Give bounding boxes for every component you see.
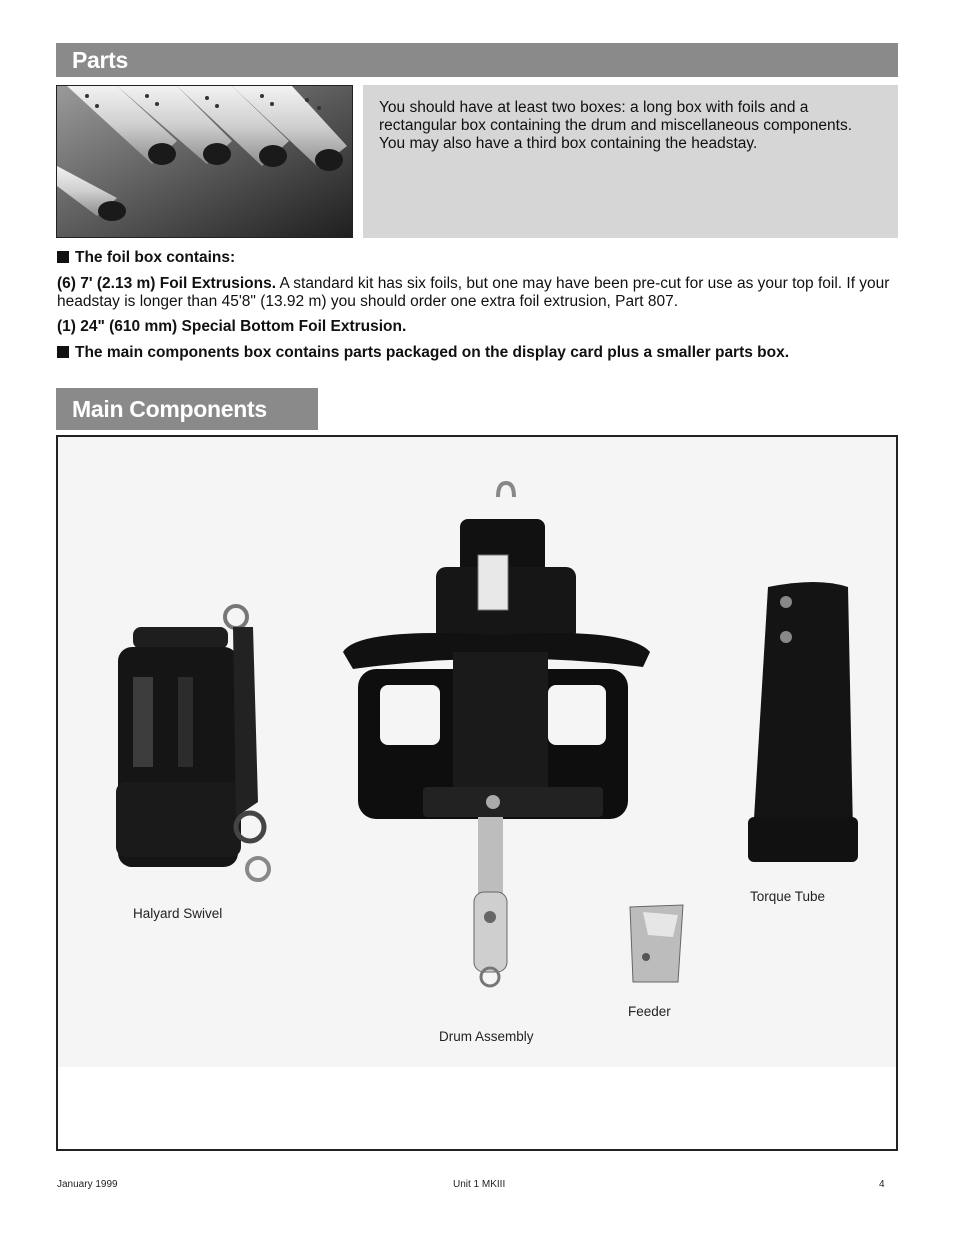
foil-extrusions-photo (56, 85, 353, 238)
foil-box-heading (57, 249, 897, 267)
foil-extrusions-bold: (6) 7' (2.13 m) Foil Extrusions. (57, 275, 277, 292)
label-feeder: Feeder (628, 1004, 671, 1019)
main-box-text: The main components box contains parts packaged on the display card plus a smaller parts box. (75, 344, 790, 361)
label-torque-tube: Torque Tube (750, 889, 826, 904)
parts-intro-box (363, 85, 898, 238)
feeder-image (630, 905, 683, 982)
label-halyard-swivel: Halyard Swivel (133, 906, 223, 921)
parts-section-title (56, 43, 898, 77)
label-drum-assembly: Drum Assembly (439, 1029, 534, 1044)
foil-extrusions-text: A standard kit has six foils, but one may have been pre-cut for use as your top foil. If your headstay is longer than 45'8" (13.92 m) you should order one extra foil extrusion, Part 807. (57, 275, 890, 310)
main-components-box-note (57, 344, 897, 362)
parts-intro-text: You should have at least two boxes: a long box with foils and a rectangular box containing the drum and miscellaneous components. You may also have a third box containing the headstay. (379, 99, 853, 152)
foil-extrusions-item (57, 275, 897, 311)
bottom-foil-text: (1) 24" (610 mm) Special Bottom Foil Extrusion. (57, 318, 407, 335)
foil-box-heading-text: The foil box contains: (75, 249, 236, 266)
halyard-swivel-image (116, 606, 269, 880)
footer-page-number: 4 (879, 1179, 885, 1190)
main-components-photo (56, 435, 898, 1151)
main-components-title-text: Main Components (72, 395, 267, 422)
parts-title-text: Parts (72, 46, 129, 73)
bottom-foil-item (57, 318, 897, 336)
main-components-title (56, 388, 318, 430)
footer-unit: Unit 1 MKIII (453, 1179, 506, 1190)
footer-date: January 1999 (57, 1179, 118, 1190)
square-bullet-icon (57, 251, 69, 263)
square-bullet-icon (57, 346, 69, 358)
